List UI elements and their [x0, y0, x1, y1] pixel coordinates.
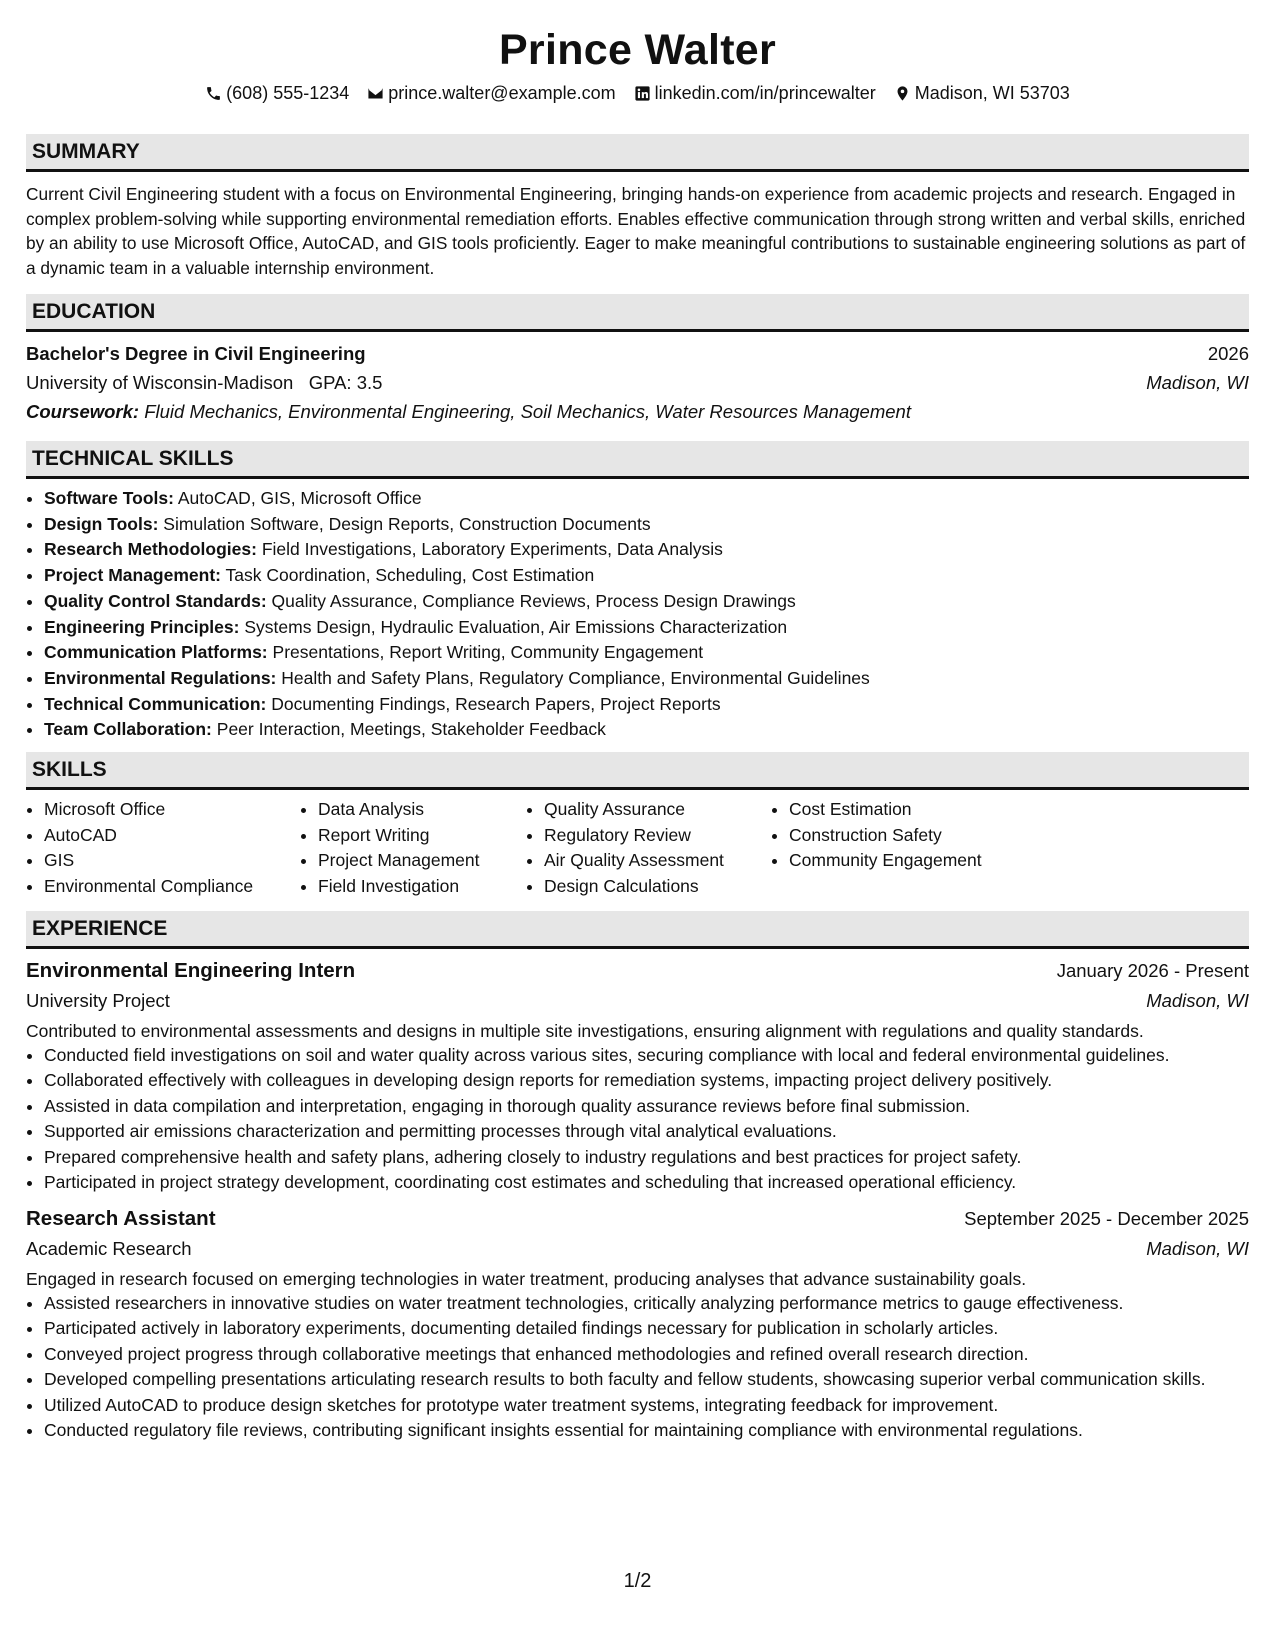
- technical-skill-item: [44, 717, 1249, 743]
- linkedin-icon: [634, 85, 651, 102]
- skill-item: • AutoCAD: [44, 823, 300, 849]
- section-header-summary: SUMMARY: [26, 134, 1249, 172]
- school-location: Madison, WI: [1146, 372, 1249, 393]
- skill-item: • Community Engagement: [789, 848, 1019, 874]
- job-bullet: • Prepared comprehensive health and safety plans, adhering closely to industry regulations and best practices for project safety.: [44, 1146, 1249, 1170]
- technical-skills-list: [26, 486, 1249, 743]
- phone-text: (608) 555-1234: [226, 83, 350, 103]
- technical-skill-label: Quality Control Standards:: [44, 590, 267, 611]
- technical-skill-label: Communication Platforms:: [44, 642, 268, 663]
- page-number: 1/2: [623, 1570, 652, 1592]
- resume-page: [26, 0, 1249, 1445]
- envelope-icon: [367, 85, 384, 102]
- contact-email[interactable]: [367, 80, 615, 106]
- section-header-experience: EXPERIENCE: [26, 911, 1249, 949]
- technical-skill-value: Quality Assurance, Compliance Reviews, Process Design Drawings: [271, 590, 796, 611]
- contact-location: [894, 80, 1070, 106]
- contact-bar: [26, 80, 1249, 106]
- technical-skill-value: AutoCAD, GIS, Microsoft Office: [177, 488, 422, 508]
- skill-item: • Construction Safety: [789, 823, 1019, 849]
- gpa: GPA: 3.5: [308, 372, 383, 393]
- technical-skill-item: [44, 486, 1249, 512]
- skill-item: • Regulatory Review: [544, 823, 771, 849]
- job-bullet: • Conducted field investigations on soil and water quality across various sites, securing compliance with local and federal environmental guidelines.: [44, 1044, 1249, 1068]
- technical-skill-label: Research Methodologies:: [44, 539, 257, 560]
- coursework-line: [26, 397, 1249, 427]
- job-location: Madison, WI: [1146, 989, 1249, 1011]
- job-bullet: • Participated actively in laboratory experiments, documenting detailed findings necessary for publication in scholarly articles.: [44, 1317, 1249, 1341]
- skill-item: • Design Calculations: [544, 874, 771, 900]
- technical-skill-value: Documenting Findings, Research Papers, Project Reports: [271, 693, 721, 714]
- contact-linkedin[interactable]: [634, 80, 876, 106]
- job-summary: Engaged in research focused on emerging technologies in water treatment, producing analyses that advance sustainability goals.: [26, 1268, 1027, 1289]
- candidate-name: Prince Walter: [498, 26, 777, 74]
- job-location: Madison, WI: [1146, 1237, 1249, 1259]
- technical-skill-item: [44, 666, 1249, 692]
- location-text: Madison, WI 53703: [914, 83, 1070, 103]
- job-entry: [26, 957, 1249, 1195]
- technical-skill-item: [44, 692, 1249, 718]
- job-organization: University Project: [26, 989, 170, 1011]
- technical-skill-value: Systems Design, Hydraulic Evaluation, Air Emissions Characterization: [244, 616, 788, 637]
- contact-phone: [205, 80, 349, 106]
- technical-skill-value: Peer Interaction, Meetings, Stakeholder Feedback: [216, 719, 606, 740]
- job-dates: January 2026 - Present: [1056, 959, 1249, 981]
- experience-list: [26, 957, 1249, 1443]
- section-header-skills: SKILLS: [26, 752, 1249, 790]
- technical-skill-label: Environmental Regulations:: [44, 667, 277, 688]
- school-name: University of Wisconsin-Madison: [26, 372, 294, 393]
- job-summary: Contributed to environmental assessments and designs in multiple site investigations, ensuring alignment with regulations and quality standards.: [26, 1020, 1144, 1041]
- technical-skill-value: Presentations, Report Writing, Community Engagement: [272, 642, 704, 663]
- skill-item: • Air Quality Assessment: [544, 848, 771, 874]
- email-link[interactable]: prince.walter@example.com: [388, 83, 616, 103]
- map-pin-icon: [894, 85, 911, 102]
- technical-skill-item: [44, 640, 1249, 666]
- technical-skill-value: Field Investigations, Laboratory Experiments, Data Analysis: [261, 539, 723, 560]
- school-line: [26, 368, 382, 397]
- job-bullets: [26, 1292, 1249, 1443]
- skill-item: • Data Analysis: [318, 797, 526, 823]
- job-bullet: • Assisted in data compilation and interpretation, engaging in thorough quality assurance reviews before final submission.: [44, 1095, 1249, 1119]
- skill-item: • Quality Assurance: [544, 797, 771, 823]
- graduation-year: 2026: [1207, 343, 1249, 364]
- job-organization: Academic Research: [26, 1237, 192, 1259]
- technical-skill-item: [44, 589, 1249, 615]
- job-entry: [26, 1205, 1249, 1443]
- job-bullet: • Developed compelling presentations articulating research results to both faculty and fellow students, showcasing superior verbal communication skills.: [44, 1368, 1249, 1392]
- job-bullet: • Assisted researchers in innovative studies on water treatment technologies, critically analyzing performance metrics to gauge effectiveness.: [44, 1292, 1249, 1316]
- technical-skill-label: Project Management:: [44, 565, 221, 586]
- technical-skill-value: Simulation Software, Design Reports, Construction Documents: [163, 513, 651, 534]
- job-bullets: [26, 1044, 1249, 1195]
- technical-skill-value: Health and Safety Plans, Regulatory Compliance, Environmental Guidelines: [281, 667, 870, 688]
- technical-skill-item: [44, 615, 1249, 641]
- technical-skill-item: [44, 512, 1249, 538]
- job-bullet: • Conveyed project progress through collaborative meetings that enhanced methodologies and refined overall research direction.: [44, 1343, 1249, 1367]
- skills-column: [771, 797, 1019, 900]
- section-header-education: EDUCATION: [26, 294, 1249, 332]
- skill-item: • Report Writing: [318, 823, 526, 849]
- technical-skill-item: [44, 537, 1249, 563]
- job-title: Research Assistant: [26, 1206, 216, 1230]
- skills-grid: [26, 797, 1249, 900]
- coursework-label: Coursework:: [26, 401, 140, 422]
- skill-item: • Project Management: [318, 848, 526, 874]
- coursework-list: Fluid Mechanics, Environmental Engineering, Soil Mechanics, Water Resources Management: [144, 401, 911, 422]
- technical-skill-label: Design Tools:: [44, 513, 159, 534]
- skills-column: [26, 797, 300, 900]
- skills-column: [300, 797, 526, 900]
- skill-item: • Environmental Compliance: [44, 874, 300, 900]
- technical-skill-item: [44, 563, 1249, 589]
- job-bullet: • Utilized AutoCAD to produce design sketches for prototype water treatment systems, integrating feedback for improvement.: [44, 1394, 1249, 1418]
- skill-item: • GIS: [44, 848, 300, 874]
- education-entry: [26, 340, 1249, 427]
- technical-skill-value: Task Coordination, Scheduling, Cost Estimation: [225, 565, 595, 586]
- technical-skill-label: Team Collaboration:: [44, 719, 212, 740]
- section-header-technical-skills: TECHNICAL SKILLS: [26, 441, 1249, 479]
- job-bullet: • Conducted regulatory file reviews, contributing significant insights essential for maintaining compliance with environmental regulations.: [44, 1419, 1249, 1443]
- technical-skill-label: Technical Communication:: [44, 693, 267, 714]
- technical-skill-label: Engineering Principles:: [44, 616, 240, 637]
- skill-item: • Cost Estimation: [789, 797, 1019, 823]
- summary-text: Current Civil Engineering student with a focus on Environmental Engineering, bringing hands-on experience from academic projects and research. Engaged in complex problem-solving while supporting environmental remediation efforts. Enables effective communication through strong written and verbal skills, enriched by an ability to use Microsoft Office, AutoCAD, and GIS tools proficiently. Eager to make meaningful contributions to sustainable engineering solutions as part of a dynamic team in a valuable internship environment.: [26, 184, 1246, 278]
- job-title: Environmental Engineering Intern: [26, 958, 356, 982]
- skill-item: • Microsoft Office: [44, 797, 300, 823]
- linkedin-link[interactable]: linkedin.com/in/princewalter: [654, 83, 876, 103]
- phone-icon: [205, 85, 222, 102]
- job-bullet: • Collaborated effectively with colleagues in developing design reports for remediation systems, impacting project delivery positively.: [44, 1069, 1249, 1093]
- job-dates: September 2025 - December 2025: [964, 1207, 1249, 1229]
- job-bullet: • Participated in project strategy development, coordinating cost estimates and scheduling that increased operational efficiency.: [44, 1171, 1249, 1195]
- degree-title: Bachelor's Degree in Civil Engineering: [26, 343, 366, 364]
- skill-item: • Field Investigation: [318, 874, 526, 900]
- technical-skill-label: Software Tools:: [44, 488, 174, 508]
- skills-column: [526, 797, 771, 900]
- job-bullet: • Supported air emissions characterization and permitting processes through vital analytical evaluations.: [44, 1120, 1249, 1144]
